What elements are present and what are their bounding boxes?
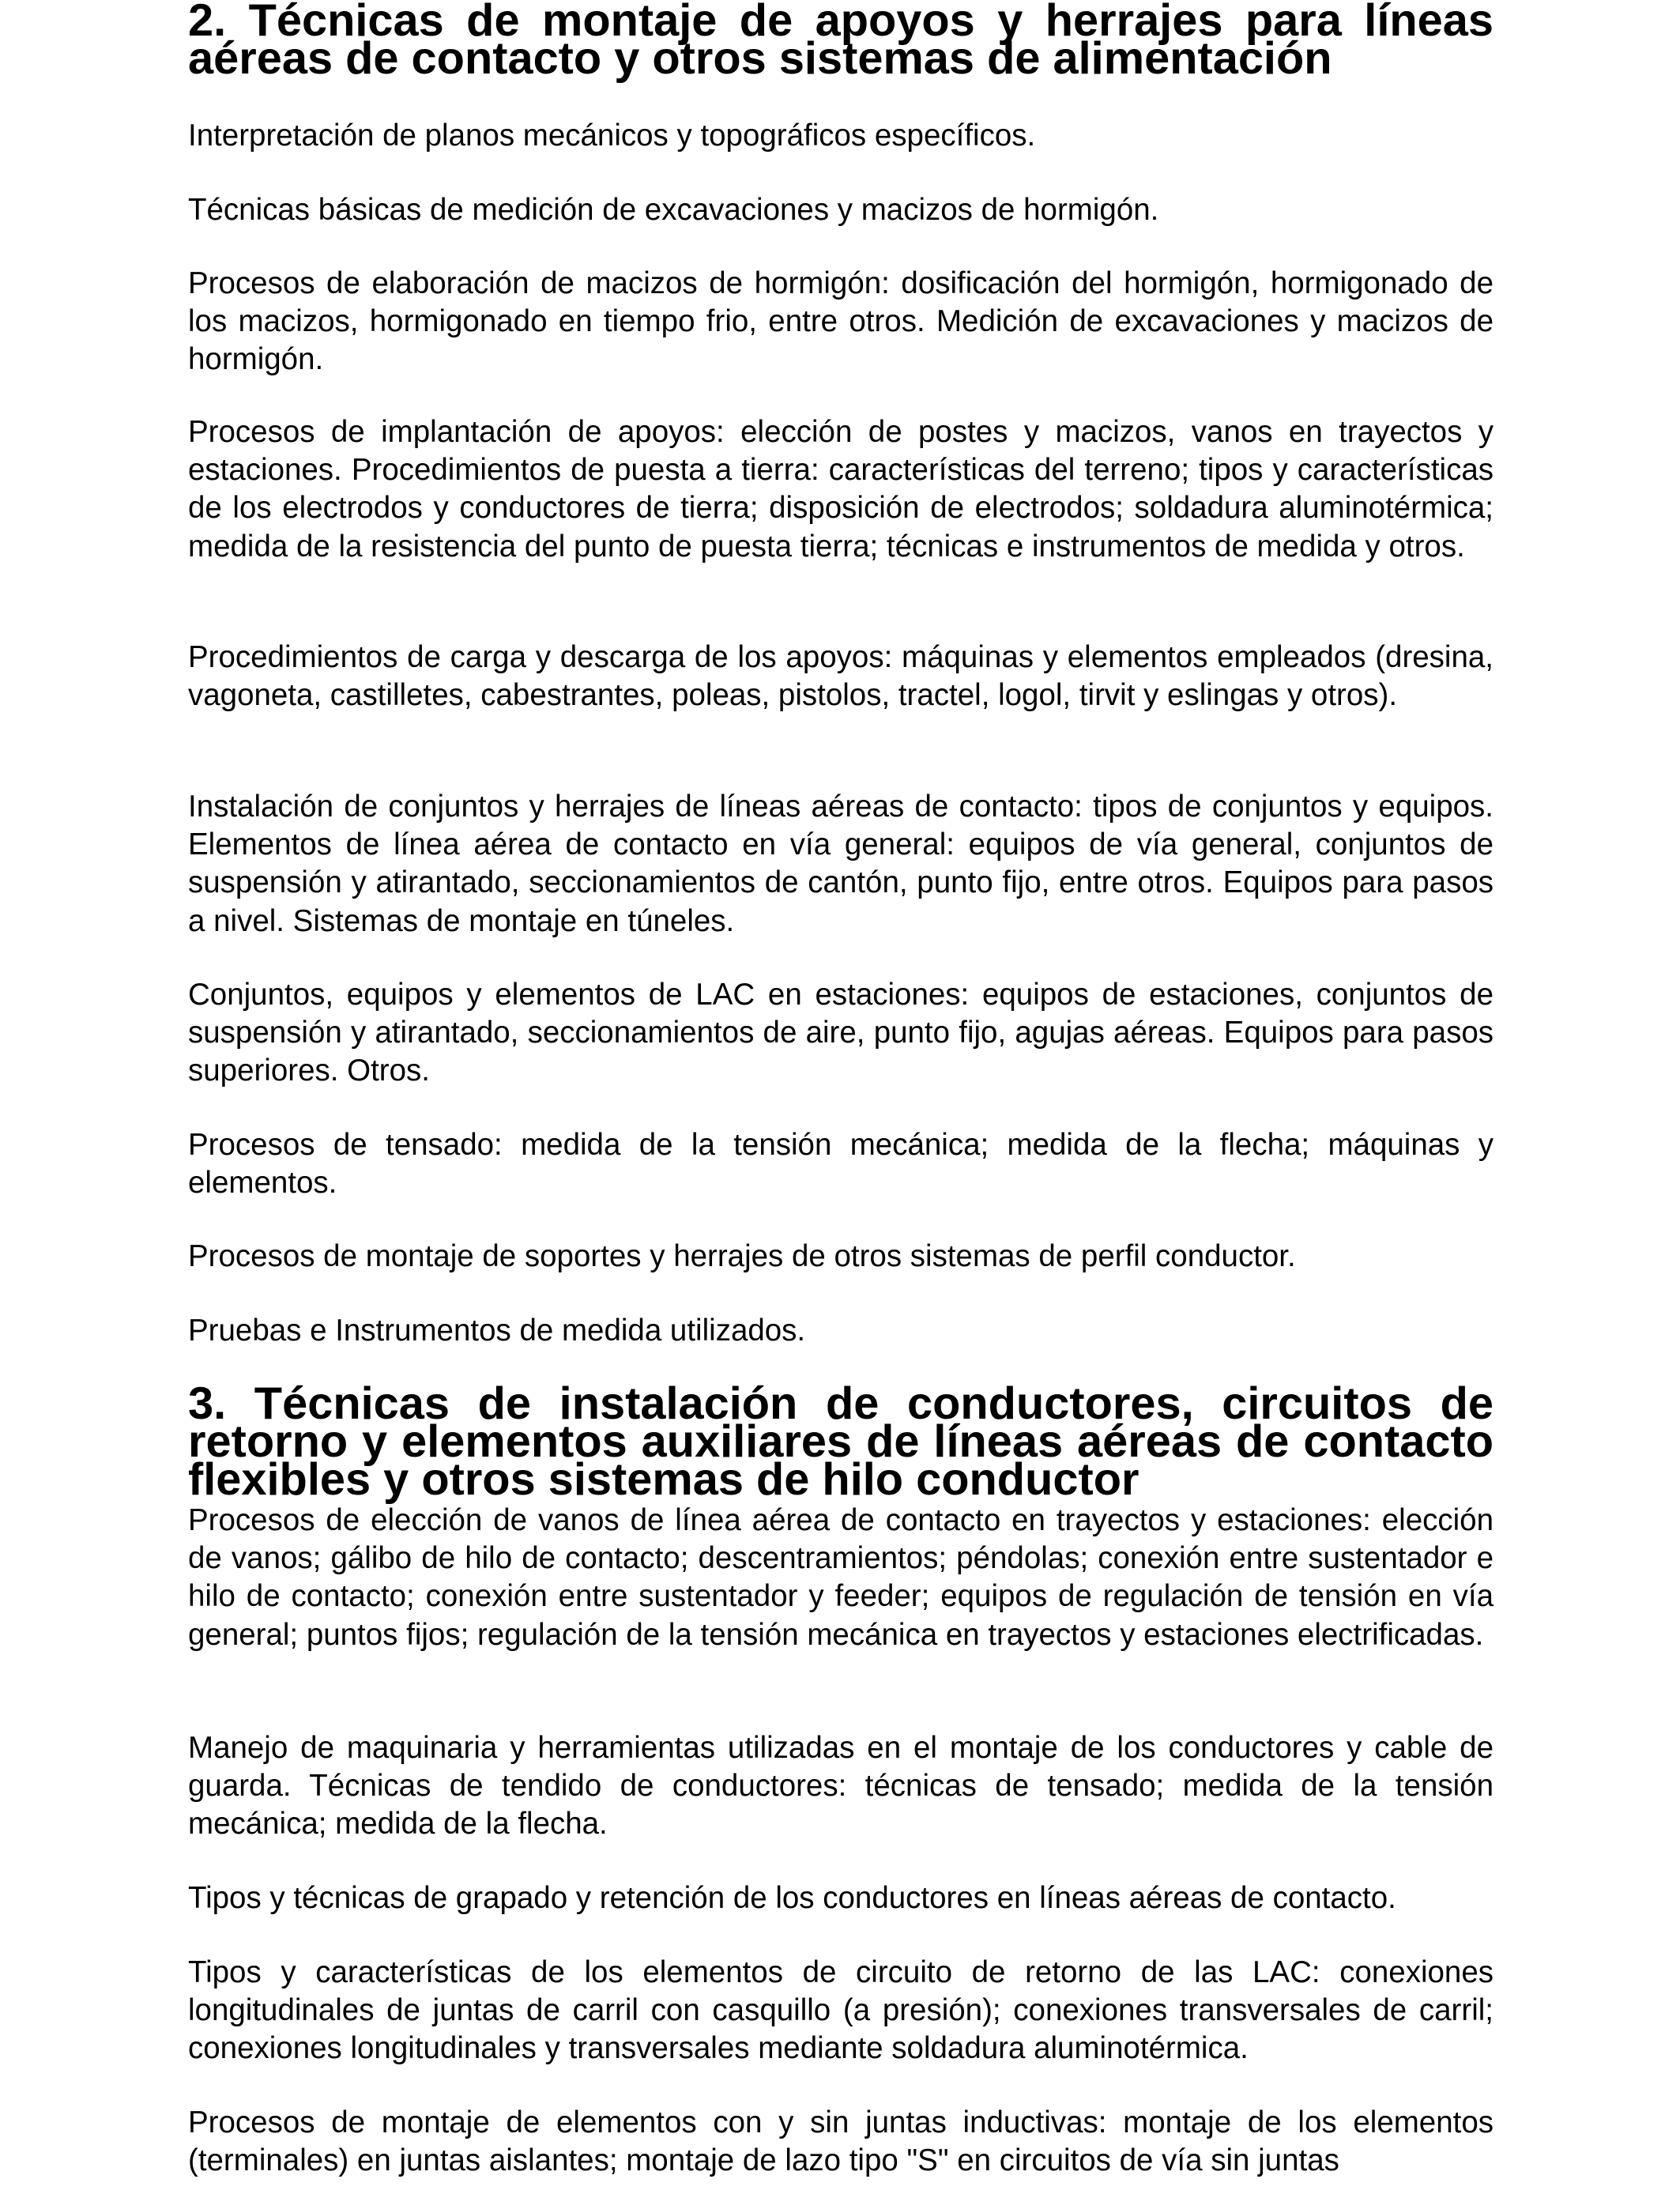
paragraph: Procesos de elección de vanos de línea aérea de contacto en trayectos y estaciones: elección de vanos; gálibo de hilo de contacto; descentramientos; péndolas; conexión entre sustentador e hilo de contacto; conexión entre sustentador y feeder; equipos de regulación de tensión en vía general; puntos fijos; regulación de la tensión mecánica en trayectos y estaciones electrificadas. <box>188 1503 1494 1652</box>
paragraph: Interpretación de planos mecánicos y topográficos específicos. <box>188 119 1036 153</box>
paragraph: Procesos de implantación de apoyos: elección de postes y macizos, vanos en trayectos y estaciones. Procedimientos de puesta a tierra: características del terreno; tipos y características de los electrodos y conductores de tierra; disposición de electrodos; soldadura aluminotérmica; medida de la resistencia del punto de puesta tierra; técnicas e instrumentos de medida y otros. <box>188 415 1494 564</box>
paragraph: Pruebas e Instrumentos de medida utilizados. <box>188 1314 806 1348</box>
paragraph: Tipos y técnicas de grapado y retención de los conductores en líneas aéreas de contacto. <box>188 1881 1396 1915</box>
paragraph: Conjuntos, equipos y elementos de LAC en estaciones: equipos de estaciones, conjuntos de suspensión y atirantado, seccionamientos de aire, punto fijo, agujas aéreas. Equipos para pasos superiores. Otros. <box>188 978 1494 1088</box>
section-heading-3: 3. Técnicas de instalación de conductores, circuitos de retorno y elementos auxiliares de líneas aéreas de contacto flexibles y otros sistemas de hilo conductor <box>188 1378 1494 1506</box>
paragraph: Procedimientos de carga y descarga de los apoyos: máquinas y elementos empleados (dresina, vagoneta, castilletes, cabestrantes, poleas, pistolos, tractel, logol, tirvit y eslingas y otros). <box>188 640 1494 713</box>
paragraph: Procesos de elaboración de macizos de hormigón: dosificación del hormigón, hormigonado de los macizos, hormigonado en tiempo frio, entre otros. Medición de excavaciones y macizos de hormigón. <box>188 266 1494 377</box>
section-heading-2: 2. Técnicas de montaje de apoyos y herrajes para líneas aéreas de contacto y otros sistemas de alimentación <box>188 0 1494 85</box>
paragraph: Procesos de montaje de soportes y herrajes de otros sistemas de perfil conductor. <box>188 1239 1296 1273</box>
paragraph: Técnicas básicas de medición de excavaciones y macizos de hormigón. <box>188 193 1159 227</box>
paragraph: Manejo de maquinaria y herramientas utilizadas en el montaje de los conductores y cable de guarda. Técnicas de tendido de conductores: técnicas de tensado; medida de la tensión mecánica; medida de la flecha. <box>188 1731 1494 1842</box>
paragraph: Procesos de montaje de elementos con y sin juntas inductivas: montaje de los elementos (terminales) en juntas aislantes; montaje de lazo tipo "S" en circuitos de vía sin juntas <box>188 2105 1494 2178</box>
paragraph: Tipos y características de los elementos de circuito de retorno de las LAC: conexiones longitudinales de juntas de carril con casquillo (a presión); conexiones transversales de carril; conexiones longitudinales y transversales mediante soldadura aluminotérmica. <box>188 1955 1494 2066</box>
paragraph: Instalación de conjuntos y herrajes de líneas aéreas de contacto: tipos de conjuntos y equipos. Elementos de línea aérea de contacto en vía general: equipos de vía general, conjuntos de suspensión y atirantado, seccionamientos de cantón, punto fijo, entre otros. Equipos para pasos a nivel. Sistemas de montaje en túneles. <box>188 790 1494 938</box>
paragraph: Procesos de tensado: medida de la tensión mecánica; medida de la flecha; máquinas y elementos. <box>188 1128 1494 1201</box>
